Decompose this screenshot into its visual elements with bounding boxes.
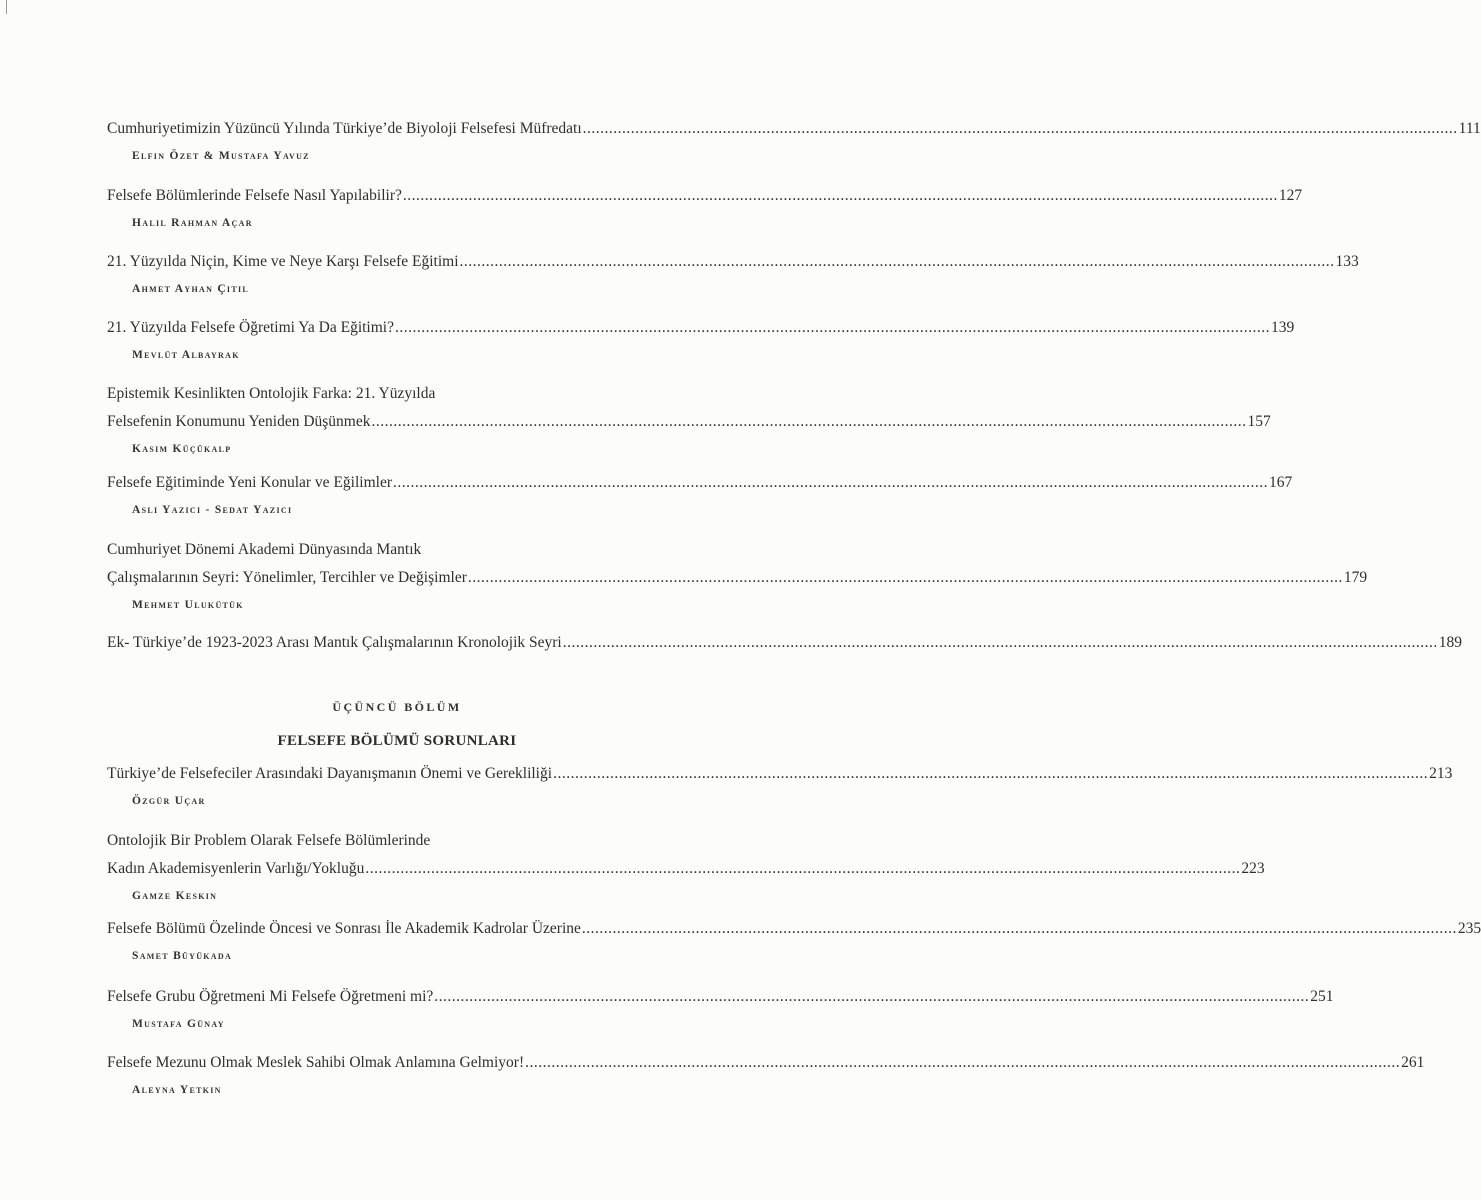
page-edge-mark bbox=[6, 0, 7, 14]
toc-entry-title: Cumhuriyetimizin Yüzüncü Yılında Türkiye’de Biyoloji Felsefesi Müfredatı bbox=[107, 120, 582, 137]
toc-entry-author: Gamze Keskin bbox=[132, 890, 218, 902]
toc-page-number: 133 bbox=[1335, 253, 1359, 270]
toc-entry[interactable] bbox=[107, 915, 1481, 964]
toc-entry-title-first-line: Cumhuriyet Dönemi Akademi Dünyasında Mantık bbox=[107, 541, 422, 558]
toc-entry[interactable] bbox=[107, 760, 1453, 809]
dot-leader: ........................................................................................................................................................................................................ bbox=[581, 920, 1457, 937]
section-kicker: ÜÇÜNCÜ BÖLÜM bbox=[332, 700, 462, 714]
toc-entry-title: Felsefenin Konumunu Yeniden Düşünmek bbox=[107, 413, 371, 430]
toc-entry-title-first-line: Ontolojik Bir Problem Olarak Felsefe Bölümlerinde bbox=[107, 832, 431, 849]
toc-page-number: 223 bbox=[1241, 860, 1265, 877]
toc-entry-title: Felsefe Eğitiminde Yeni Konular ve Eğilimler bbox=[107, 474, 392, 491]
toc-entry-title: 21. Yüzyılda Felsefe Öğretimi Ya Da Eğitimi? bbox=[107, 319, 394, 336]
dot-leader: ........................................................................................................................................................................................................ bbox=[553, 765, 1429, 782]
toc-page-number: 157 bbox=[1247, 413, 1271, 430]
toc-entry-title: Kadın Akademisyenlerin Varlığı/Yokluğu bbox=[107, 860, 365, 877]
dot-leader: ........................................................................................................................................................................................................ bbox=[562, 634, 1438, 651]
toc-entry[interactable] bbox=[107, 983, 1334, 1032]
toc-entry-title-line bbox=[107, 408, 1271, 436]
dot-leader: ........................................................................................................................................................................................................ bbox=[395, 319, 1270, 336]
toc-entry[interactable] bbox=[107, 1049, 1425, 1098]
dot-leader: ........................................................................................................................................................................................................ bbox=[525, 1054, 1401, 1071]
toc-entry-title: Felsefe Mezunu Olmak Meslek Sahibi Olmak Anlamına Gelmiyor! bbox=[107, 1054, 525, 1071]
toc-entry-title: Felsefe Bölümlerinde Felsefe Nasıl Yapılabilir? bbox=[107, 187, 402, 204]
toc-page-number: 179 bbox=[1343, 569, 1368, 586]
toc-entry[interactable] bbox=[107, 827, 1265, 904]
dot-leader: ........................................................................................................................................................................................................ bbox=[371, 413, 1247, 430]
toc-page-number: 189 bbox=[1438, 634, 1462, 651]
toc-entry-author: Elfin Özet & Mustafa Yavuz bbox=[132, 150, 310, 162]
toc-entry-author: Aleyna Yetkin bbox=[132, 1084, 222, 1096]
toc-page-number: 139 bbox=[1271, 319, 1295, 336]
toc-entry[interactable] bbox=[107, 380, 1271, 457]
dot-leader: ........................................................................................................................................................................................................ bbox=[467, 569, 1343, 586]
toc-entry-title: Çalışmalarının Seyri: Yönelimler, Tercihler ve Değişimler bbox=[107, 569, 467, 586]
toc-entry[interactable] bbox=[107, 629, 1462, 657]
toc-entry-title: Türkiye’de Felsefeciler Arasındaki Dayanışmanın Önemi ve Gerekliliği bbox=[107, 765, 553, 782]
toc-entry[interactable] bbox=[107, 182, 1303, 231]
toc-entry-title-line bbox=[107, 115, 1481, 143]
toc-page-number: 235 bbox=[1457, 920, 1481, 937]
toc-entry-author: Aslı Yazıcı - Sedat Yazıcı bbox=[132, 504, 293, 516]
toc-entry-title-line bbox=[107, 915, 1481, 943]
toc-entry-title-first-line: Epistemik Kesinlikten Ontolojik Farka: 21. Yüzyılda bbox=[107, 385, 436, 402]
toc-entry-title-line bbox=[107, 983, 1334, 1011]
toc-entry-author: Mevlüt Albayrak bbox=[132, 349, 240, 361]
toc-entry-title-line bbox=[107, 248, 1359, 276]
toc-entry-author: Mustafa Günay bbox=[132, 1018, 225, 1030]
toc-page-number: 167 bbox=[1268, 474, 1293, 491]
toc-entry-author: Özgür Uçar bbox=[132, 795, 206, 807]
toc-entry[interactable] bbox=[107, 469, 1293, 518]
toc-entry-title-line bbox=[107, 182, 1303, 210]
toc-entry[interactable] bbox=[107, 115, 1481, 164]
toc-entry-author: Ahmet Ayhan Çitil bbox=[132, 283, 250, 295]
section-title: FELSEFE BÖLÜMÜ SORUNLARI bbox=[277, 733, 517, 749]
dot-leader: ........................................................................................................................................................................................................ bbox=[434, 988, 1310, 1005]
toc-entry-title-line bbox=[107, 1049, 1425, 1077]
toc-entry-title-line bbox=[107, 855, 1265, 883]
toc-page-number: 111 bbox=[1458, 120, 1481, 137]
toc-entry[interactable] bbox=[107, 314, 1295, 363]
toc-entry-title-line bbox=[107, 629, 1462, 657]
toc-page-number: 127 bbox=[1278, 187, 1303, 204]
toc-entry-title: 21. Yüzyılda Niçin, Kime ve Neye Karşı Felsefe Eğitimi bbox=[107, 253, 459, 270]
toc-entry-author: Kasım Küçükalp bbox=[132, 443, 232, 455]
toc-entry-author: Halil Rahman Açar bbox=[132, 217, 253, 229]
dot-leader: ........................................................................................................................................................................................................ bbox=[365, 860, 1241, 877]
toc-entry-author: Mehmet Ulukütük bbox=[132, 599, 244, 611]
toc-entry-title: Felsefe Bölümü Özelinde Öncesi ve Sonrası İle Akademik Kadrolar Üzerine bbox=[107, 920, 581, 937]
toc-page-number: 251 bbox=[1310, 988, 1334, 1005]
toc-entry-title-line bbox=[107, 760, 1453, 788]
toc-entry[interactable] bbox=[107, 248, 1359, 297]
toc-entry-title-line bbox=[107, 314, 1295, 342]
toc-entry-author: Samet Büyükada bbox=[132, 950, 233, 962]
toc-entry-title-line bbox=[107, 469, 1293, 497]
dot-leader: ........................................................................................................................................................................................................ bbox=[582, 120, 1458, 137]
toc-entry-title: Felsefe Grubu Öğretmeni Mi Felsefe Öğretmeni mi? bbox=[107, 988, 434, 1005]
toc-page-number: 213 bbox=[1429, 765, 1453, 782]
dot-leader: ........................................................................................................................................................................................................ bbox=[402, 187, 1278, 204]
toc-entry[interactable] bbox=[107, 536, 1368, 613]
dot-leader: ........................................................................................................................................................................................................ bbox=[459, 253, 1335, 270]
toc-page-number: 261 bbox=[1401, 1054, 1425, 1071]
dot-leader: ........................................................................................................................................................................................................ bbox=[392, 474, 1268, 491]
toc-entry-title-line bbox=[107, 564, 1368, 592]
toc-entry-title: Ek- Türkiye’de 1923-2023 Arası Mantık Çalışmalarının Kronolojik Seyri bbox=[107, 634, 562, 651]
